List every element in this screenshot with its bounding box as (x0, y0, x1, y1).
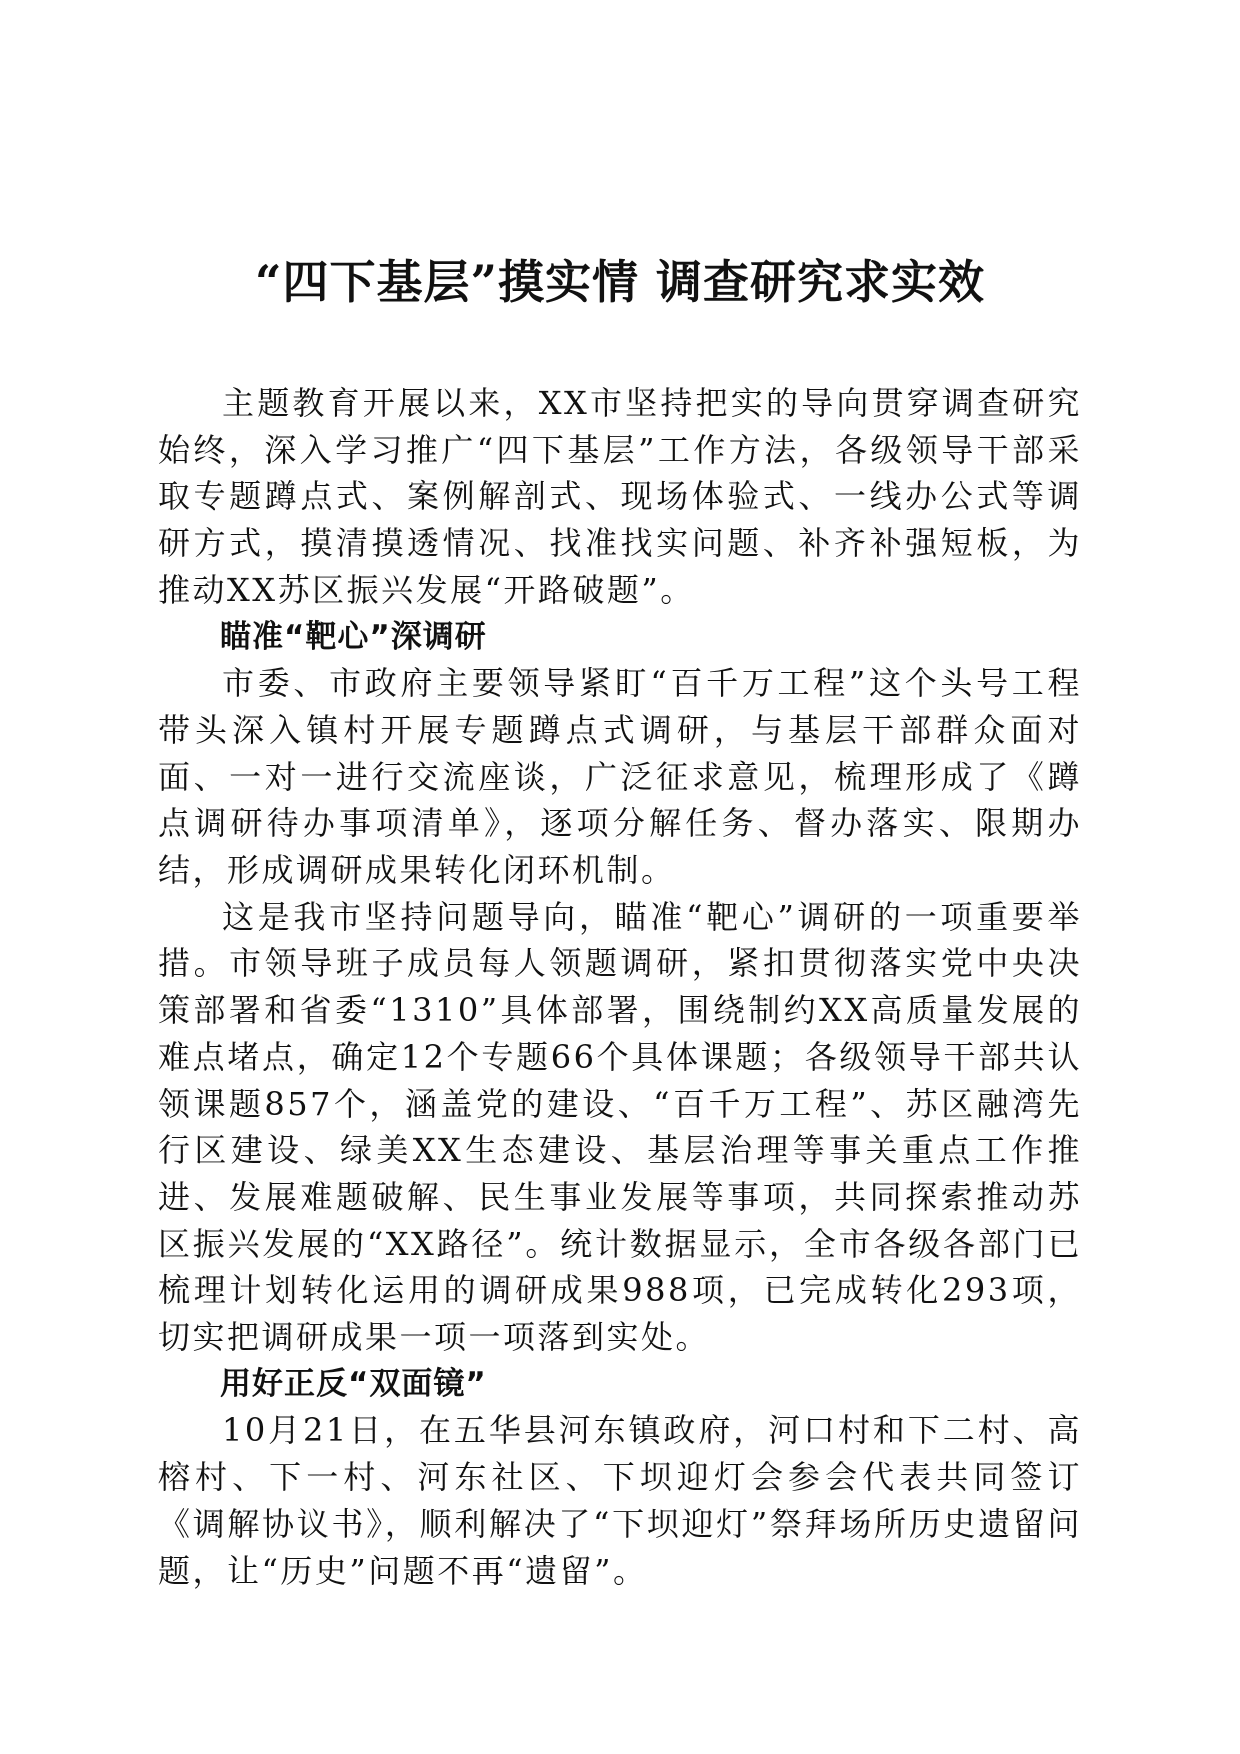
document-body (158, 380, 1082, 1594)
body-paragraph: 这是我市坚持问题导向，瞄准“靶心”调研的一项重要举措。市领导班子成员每人领题调研，紧扣贯彻落实党中央决策部署和省委“1310”具体部署，围绕制约XX高质量发展的难点堵点，确定12个专题66个具体课题；各级领导干部共认领课题857个，涵盖党的建设、“百千万工程”、苏区融湾先行区建设、绿美XX生态建设、基层治理等事关重点工作推进、发展难题破解、民生事业发展等事项，共同探索推动苏区振兴发展的“XX路径”。统计数据显示，全市各级各部门已梳理计划转化运用的调研成果988项，已完成转化293项，切实把调研成果一项一项落到实处。 (158, 897, 1082, 1357)
body-paragraph: 10月21日，在五华县河东镇政府，河口村和下二村、高榕村、下一村、河东社区、下坝迎灯会参会代表共同签订《调解协议书》，顺利解决了“下坝迎灯”祭拜场所历史遗留问题，让“历史”问题不再“遗留”。 (158, 1411, 1082, 1590)
body-paragraph: 市委、市政府主要领导紧盯“百千万工程”这个头号工程带头深入镇村开展专题蹲点式调研，与基层干部群众面对面、一对一进行交流座谈，广泛征求意见，梳理形成了《蹲点调研待办事项清单》，逐项分解任务、督办落实、限期办结，形成调研成果转化闭环机制。 (158, 664, 1082, 890)
document-title: “四下基层”摸实情 调查研究求实效 (255, 255, 985, 309)
section-heading-mirror: 用好正反“双面镜” (220, 1365, 487, 1402)
section-heading-aim: 瞄准“靶心”深调研 (220, 618, 487, 655)
intro-paragraph: 主题教育开展以来，XX市坚持把实的导向贯穿调查研究始终，深入学习推广“四下基层”工作方法，各级领导干部采取专题蹲点式、案例解剖式、现场体验式、一线办公式等调研方式，摸清摸透情况、找准找实问题、补齐补强短板，为推动XX苏区振兴发展“开路破题”。 (158, 384, 1082, 609)
